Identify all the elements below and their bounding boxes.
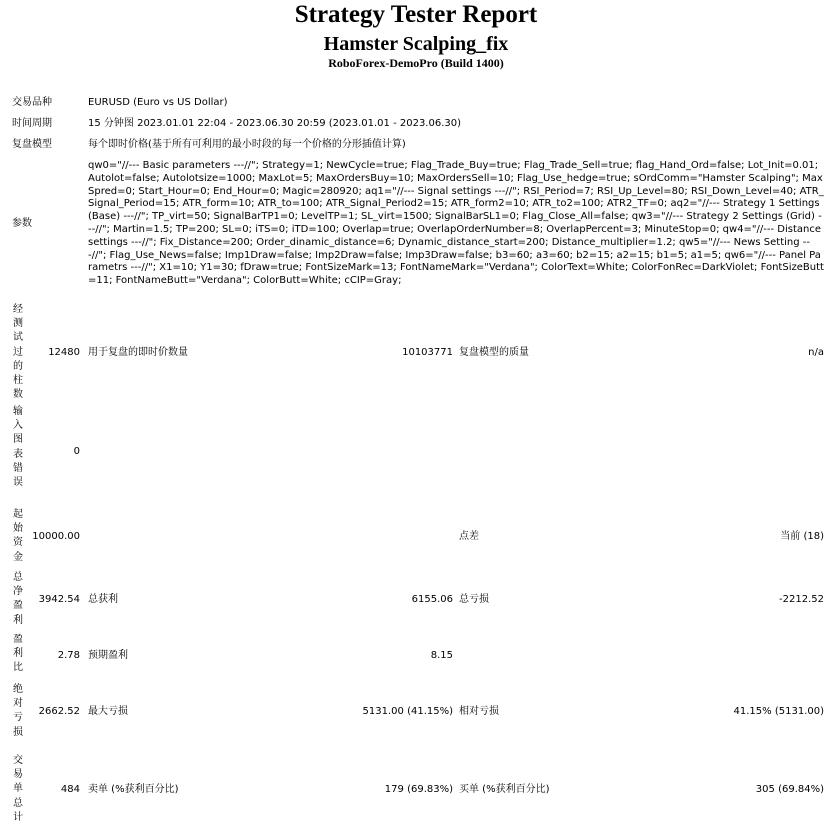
- net-profit-label: 总净盈利: [13, 572, 23, 626]
- ticks-value: 10103771: [402, 347, 453, 358]
- bars-value: 12480: [48, 347, 80, 358]
- short-positions-value: 179 (69.83%): [384, 784, 453, 795]
- server-build: RoboForex-DemoPro (Build 1400): [328, 56, 504, 70]
- max-drawdown-value: 5131.00 (41.15%): [362, 706, 453, 717]
- short-positions-label: 卖单 (%获利百分比): [88, 784, 179, 795]
- profit-factor-label: 盈利比: [13, 634, 23, 674]
- quality-label: 复盘模型的质量: [459, 347, 529, 358]
- spread-label: 点差: [459, 531, 479, 542]
- report-title: Strategy Tester Report: [294, 1, 538, 28]
- gross-loss-value: -2212.52: [779, 594, 824, 605]
- expected-payoff-value: 8.15: [430, 650, 453, 661]
- absolute-drawdown-label: 绝对亏损: [13, 684, 23, 738]
- total-trades-label: 交易单总计: [13, 755, 23, 823]
- period-label: 时间周期: [12, 118, 52, 129]
- expected-payoff-label: 预期盈利: [88, 650, 128, 661]
- symbol-label: 交易品种: [12, 97, 52, 108]
- deposit-value: 10000.00: [32, 531, 80, 542]
- errors-label: 输入图表错误: [13, 406, 23, 489]
- period-value: 15 分钟图 2023.01.01 22:04 - 2023.06.30 20:59 (2023.01.01 - 2023.06.30): [88, 118, 462, 129]
- gross-loss-label: 总亏损: [459, 594, 489, 605]
- quality-value: n/a: [808, 347, 824, 358]
- params-label: 参数: [12, 218, 32, 229]
- relative-drawdown-label: 相对亏损: [459, 706, 499, 717]
- model-label: 复盘模型: [12, 139, 52, 150]
- total-trades-value: 484: [60, 784, 80, 795]
- relative-drawdown-value: 41.15% (5131.00): [733, 706, 824, 717]
- net-profit-value: 3942.54: [38, 594, 80, 605]
- spread-value: 当前 (18): [780, 531, 824, 542]
- expert-name: Hamster Scalping_fix: [323, 33, 509, 55]
- params-value: qw0="//--- Basic parameters ---//"; Strategy=1; NewCycle=true; Flag_Trade_Buy=true; Flag_Trade_Sell=true; flag_Hand_Ord=false; Lot_Init=0.01; Autolot=false; Autolotsize=1000; MaxLot=5; MaxOrdersBuy=10; MaxOrdersSell=10; Flag_Use_hedge=true; sOrdComm="Hamster Scalping"; MaxSpred=0; Start_Hour=0; End_Hour=0; Magic=280920; aq1="//--- Signal settings ---//"; RSI_Period=7; RSI_Up_Level=80; RSI_Down_Level=40; ATR_Signal_Period=15; ATR_form=10; ATR_to=100; ATR_Signal_Period2=15; ATR_form2=10; ATR_to2=100; ATR2_TF=0; aq2="//--- Strategy 1 Settings (Base) ---//"; TP_virt=50; SignalBarTP1=0; LevelTP=1; SL_virt=1500; SignalBarSL1=0; Flag_Close_All=false; qw3="//--- Strategy 2 Settings (Grid) ---//"; Martin=1.5; TP=200; SL=0; iTS=0; iTD=100; Overlap=true; OverlapOrderNumber=8; OverlapPercent=3; MinuteStop=0; qw4="//--- Distance settings ---//"; Fix_Distance=200; Order_dinamic_distance=6; Dynamic_distance_start=200; Distance_multiplier=1.2; qw5="//--- News Setting ---//"; Flag_Use_News=false; Imp1Draw=false; Imp2Draw=false; Imp3Draw=false; b3=60; a3=60; b2=15; a2=15; b1=5; a1=5; qw6="//--- Panel Parametrs ---//"; X1=10; Y1=30; fDraw=true; FontSizeMark=13; FontNameMark="Verdana"; ColorText=White; ColorFonRec=DarkViolet; FontSizeButt=11; FontNameButt="Verdana"; ColorButt=White; cCIP=Gray;: [88, 160, 824, 287]
- symbol-value: EURUSD (Euro vs US Dollar): [88, 97, 228, 108]
- profit-factor-value: 2.78: [57, 650, 80, 661]
- gross-profit-label: 总获利: [88, 594, 118, 605]
- absolute-drawdown-value: 2662.52: [38, 706, 80, 717]
- bars-label: 经测试过的柱数: [13, 304, 23, 401]
- model-value: 每个即时价格(基于所有可利用的最小时段的每一个价格的分形插值计算): [88, 139, 406, 150]
- deposit-label: 起始资金: [13, 509, 23, 563]
- max-drawdown-label: 最大亏损: [88, 706, 128, 717]
- long-positions-value: 305 (69.84%): [755, 784, 824, 795]
- gross-profit-value: 6155.06: [411, 594, 453, 605]
- long-positions-label: 买单 (%获利百分比): [459, 784, 550, 795]
- errors-value: 0: [73, 446, 80, 457]
- ticks-label: 用于复盘的即时价数量: [88, 347, 188, 358]
